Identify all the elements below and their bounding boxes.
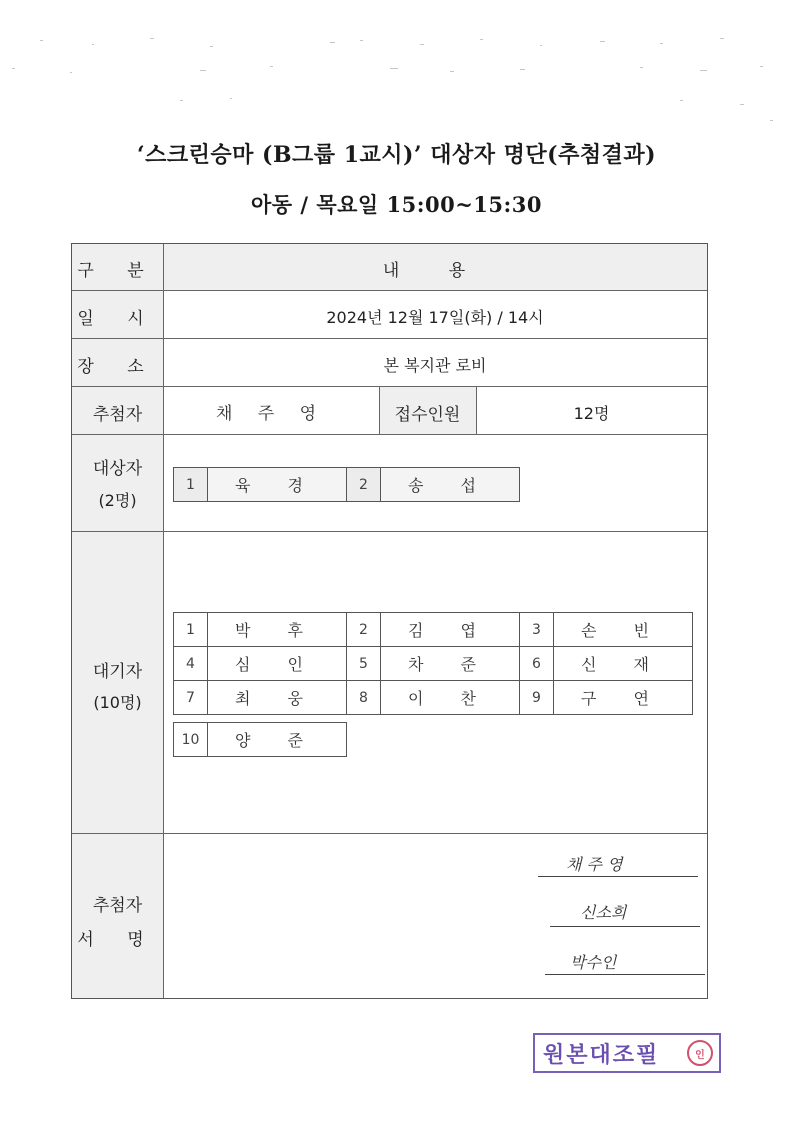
waitlist-no: 10	[174, 723, 208, 757]
selected-no: 1	[174, 468, 208, 502]
selected-name: 육 경	[208, 468, 347, 502]
waitlist-name: 차 준	[381, 647, 520, 681]
place-value: 본 복지관 로비	[383, 356, 487, 375]
drawer-label: 추첨자	[92, 405, 143, 425]
registered-value: 12명	[573, 404, 610, 423]
place-label: 장 소	[77, 357, 158, 377]
seal-icon: 인	[687, 1040, 713, 1066]
waitlist-grid	[173, 612, 693, 715]
waitlist-name: 심 인	[208, 647, 347, 681]
waitlist-no: 8	[347, 681, 381, 715]
selected-count: (2명)	[98, 491, 137, 510]
selected-no: 2	[347, 468, 381, 502]
page-title: ‘스크린승마 (B그룹 1교시)’ 대상자 명단(추첨결과)	[136, 142, 657, 168]
header-label: 구 분	[77, 261, 158, 281]
waitlist-label: 대기자	[92, 662, 143, 682]
waitlist-name: 박 후	[208, 613, 347, 647]
waitlist-no: 2	[347, 613, 381, 647]
waitlist-no: 5	[347, 647, 381, 681]
page-subtitle: 아동 / 목요일 15:00~15:30	[250, 192, 543, 217]
waitlist-no: 7	[174, 681, 208, 715]
scan-noise	[0, 0, 793, 130]
signature-label-2: 서 명	[77, 930, 158, 950]
selected-label: 대상자	[92, 459, 143, 479]
registered-label: 접수인원	[394, 405, 461, 425]
table-row	[174, 613, 693, 647]
waitlist-no: 4	[174, 647, 208, 681]
signature-1: 채 주 영	[566, 855, 623, 874]
selected-list	[173, 467, 520, 502]
waitlist-name: 최 웅	[208, 681, 347, 715]
signature-2: 신소희	[580, 903, 627, 922]
waitlist-name: 김 엽	[381, 613, 520, 647]
waitlist-name: 손 빈	[554, 613, 693, 647]
waitlist-name: 구 연	[554, 681, 693, 715]
table-row	[174, 723, 347, 757]
waitlist-name: 신 재	[554, 647, 693, 681]
signature-label-1: 추첨자	[92, 896, 143, 916]
signature-3: 박수인	[570, 953, 617, 972]
waitlist-count: (10명)	[93, 693, 142, 712]
waitlist-no: 3	[520, 613, 554, 647]
original-certified-stamp: 원본대조필 인	[533, 1033, 721, 1073]
waitlist-name: 양 준	[208, 723, 347, 757]
waitlist-grid-last	[173, 722, 347, 757]
date-label: 일 시	[77, 309, 158, 329]
drawer-name: 채 주 영	[215, 404, 327, 424]
table-row	[174, 681, 693, 715]
waitlist-no: 6	[520, 647, 554, 681]
waitlist-name: 이 찬	[381, 681, 520, 715]
waitlist-no: 1	[174, 613, 208, 647]
date-value: 2024년 12월 17일(화) / 14시	[326, 308, 544, 327]
selected-name: 송 섭	[381, 468, 520, 502]
header-value: 내 용	[382, 261, 488, 281]
table-row	[174, 647, 693, 681]
waitlist-no: 9	[520, 681, 554, 715]
